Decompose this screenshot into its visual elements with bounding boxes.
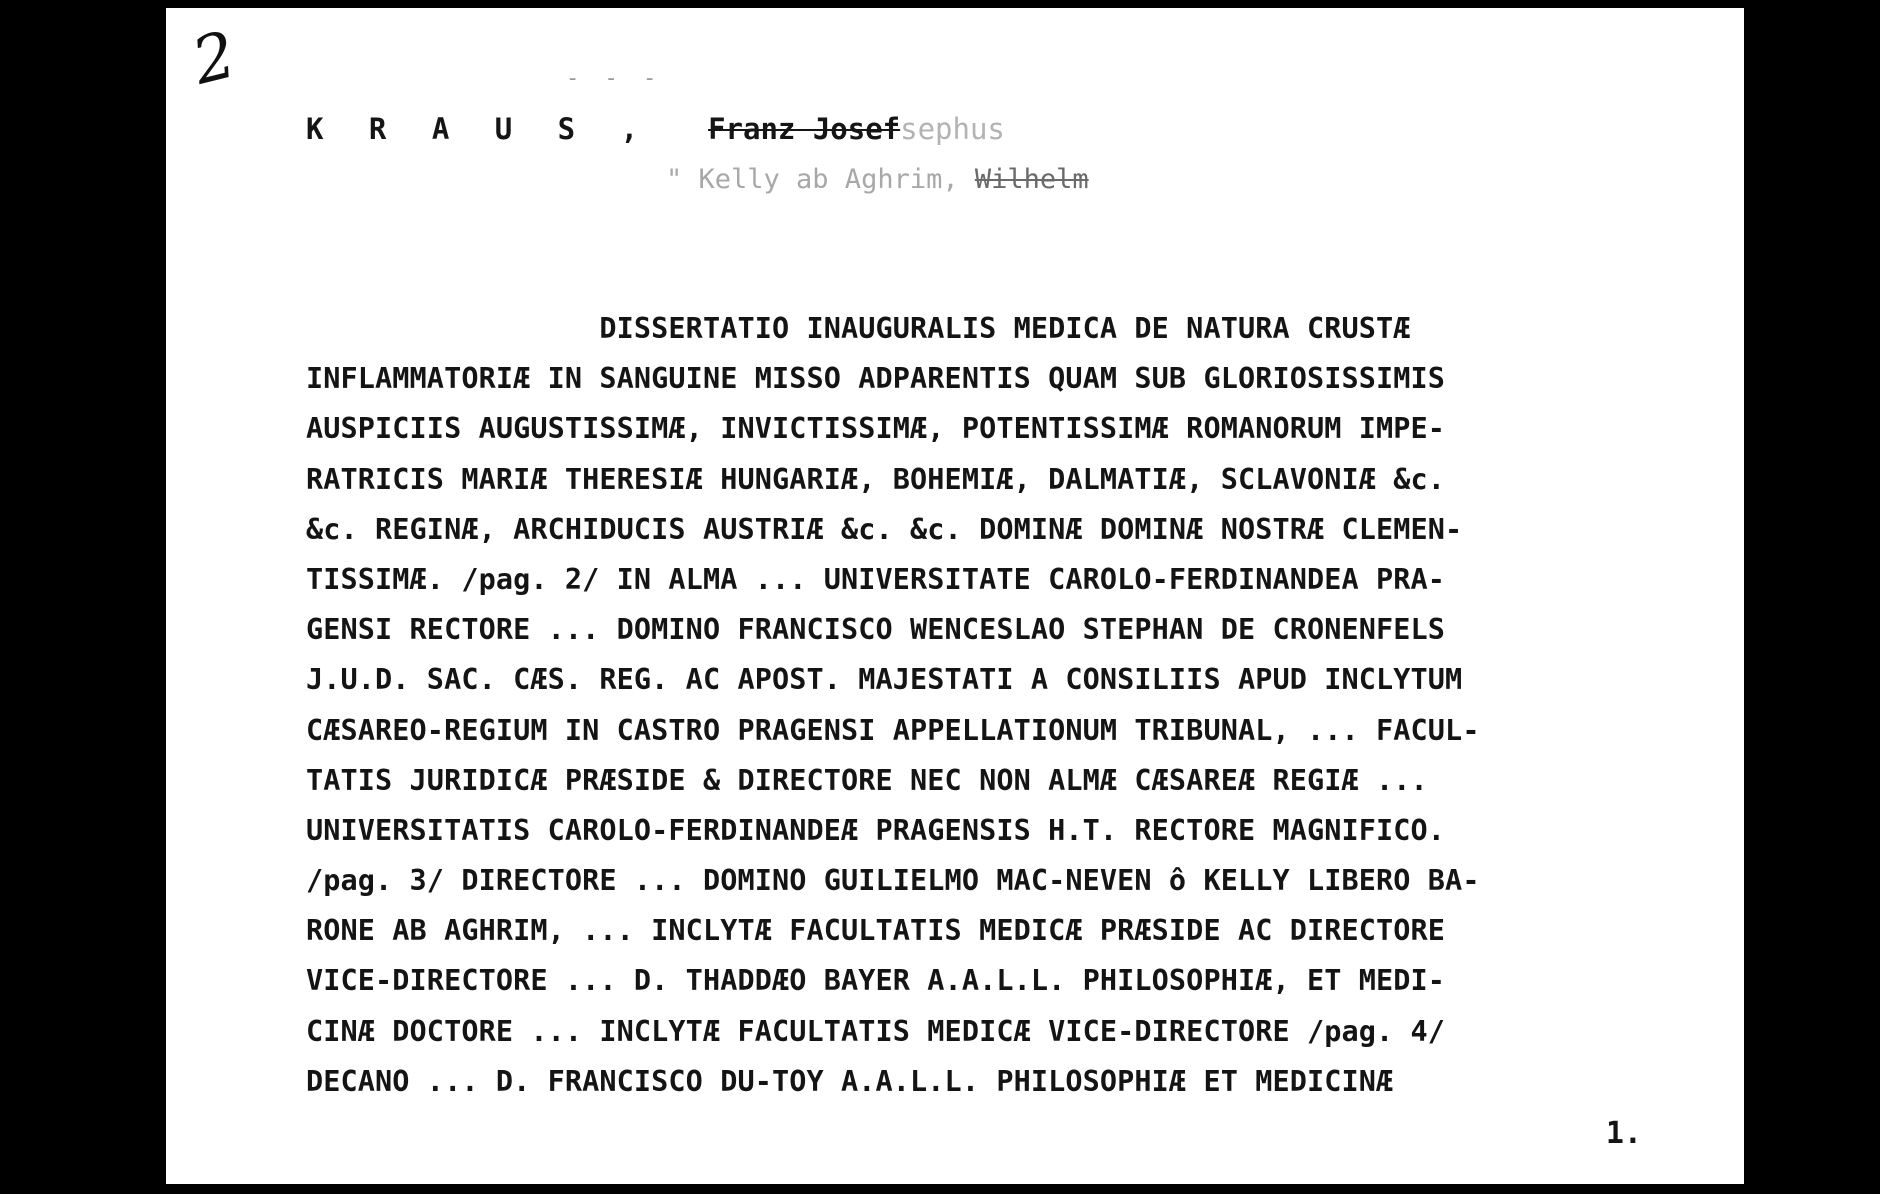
text-line: AUSPICIIS AUGUSTISSIMÆ, INVICTISSIMÆ, POTENTISSIMÆ ROMANORUM IMPE- — [306, 412, 1446, 446]
text-line: J.U.D. SAC. CÆS. REG. AC APOST. MAJESTATI A CONSILIIS APUD INCLYTUM — [306, 663, 1463, 697]
given-name-faded: sephus — [900, 112, 1005, 146]
text-line: TISSIMÆ. /pag. 2/ IN ALMA ... UNIVERSITATE CAROLO-FERDINANDEA PRA- — [306, 562, 1446, 596]
text-line: /pag. 3/ DIRECTORE ... DOMINO GUILIELMO MAC-NEVEN ô KELLY LIBERO BA- — [306, 864, 1480, 898]
text-line: TATIS JURIDICÆ PRÆSIDE & DIRECTORE NEC NON ALMÆ CÆSAREÆ REGIÆ ... — [306, 763, 1428, 797]
handwritten-mark: 2 — [185, 18, 244, 100]
page-number: 1. — [1605, 1116, 1642, 1151]
stray-marks: - - - — [566, 66, 663, 91]
text-line: CINÆ DOCTORE ... INCLYTÆ FACULTATIS MEDICÆ VICE-DIRECTORE /pag. 4/ — [306, 1014, 1446, 1048]
text-line: RONE AB AGHRIM, ... INCLYTÆ FACULTATIS MEDICÆ PRÆSIDE AC DIRECTORE — [306, 914, 1446, 948]
text-line: VICE-DIRECTORE ... D. THADDÆO BAYER A.A.L.L. PHILOSOPHIÆ, ET MEDI- — [306, 964, 1446, 998]
faded-annotation — [666, 164, 1089, 195]
index-card — [166, 8, 1744, 1184]
surname: K R A U S , — [306, 112, 653, 146]
text-line: CÆSAREO-REGIUM IN CASTRO PRAGENSI APPELLATIONUM TRIBUNAL, ... FACUL- — [306, 713, 1480, 747]
faded-annotation-text: " Kelly ab Aghrim, — [666, 164, 975, 195]
text-line: INFLAMMATORIÆ IN SANGUINE MISSO ADPARENTIS QUAM SUB GLORIOSISSIMIS — [306, 362, 1446, 396]
given-name-struck: Franz Josef — [708, 112, 901, 146]
text-line: GENSI RECTORE ... DOMINO FRANCISCO WENCESLAO STEPHAN DE CRONENFELS — [306, 613, 1446, 647]
faded-annotation-struck: Wilhelm — [974, 164, 1089, 195]
text-line: DISSERTATIO INAUGURALIS MEDICA DE NATURA CRUSTÆ — [306, 312, 1411, 345]
dissertation-text — [306, 304, 1744, 1107]
text-line: UNIVERSITATIS CAROLO-FERDINANDEÆ PRAGENSIS H.T. RECTORE MAGNIFICO. — [306, 813, 1446, 847]
text-line: RATRICIS MARIÆ THERESIÆ HUNGARIÆ, BOHEMIÆ, DALMATIÆ, SCLAVONIÆ &c. — [306, 462, 1446, 496]
text-line: &c. REGINÆ, ARCHIDUCIS AUSTRIÆ &c. &c. DOMINÆ DOMINÆ NOSTRÆ CLEMEN- — [306, 512, 1463, 546]
text-line: DECANO ... D. FRANCISCO DU-TOY A.A.L.L. PHILOSOPHIÆ ET MEDICINÆ — [306, 1064, 1394, 1098]
given-name — [708, 112, 1005, 146]
card-header — [306, 112, 1005, 146]
